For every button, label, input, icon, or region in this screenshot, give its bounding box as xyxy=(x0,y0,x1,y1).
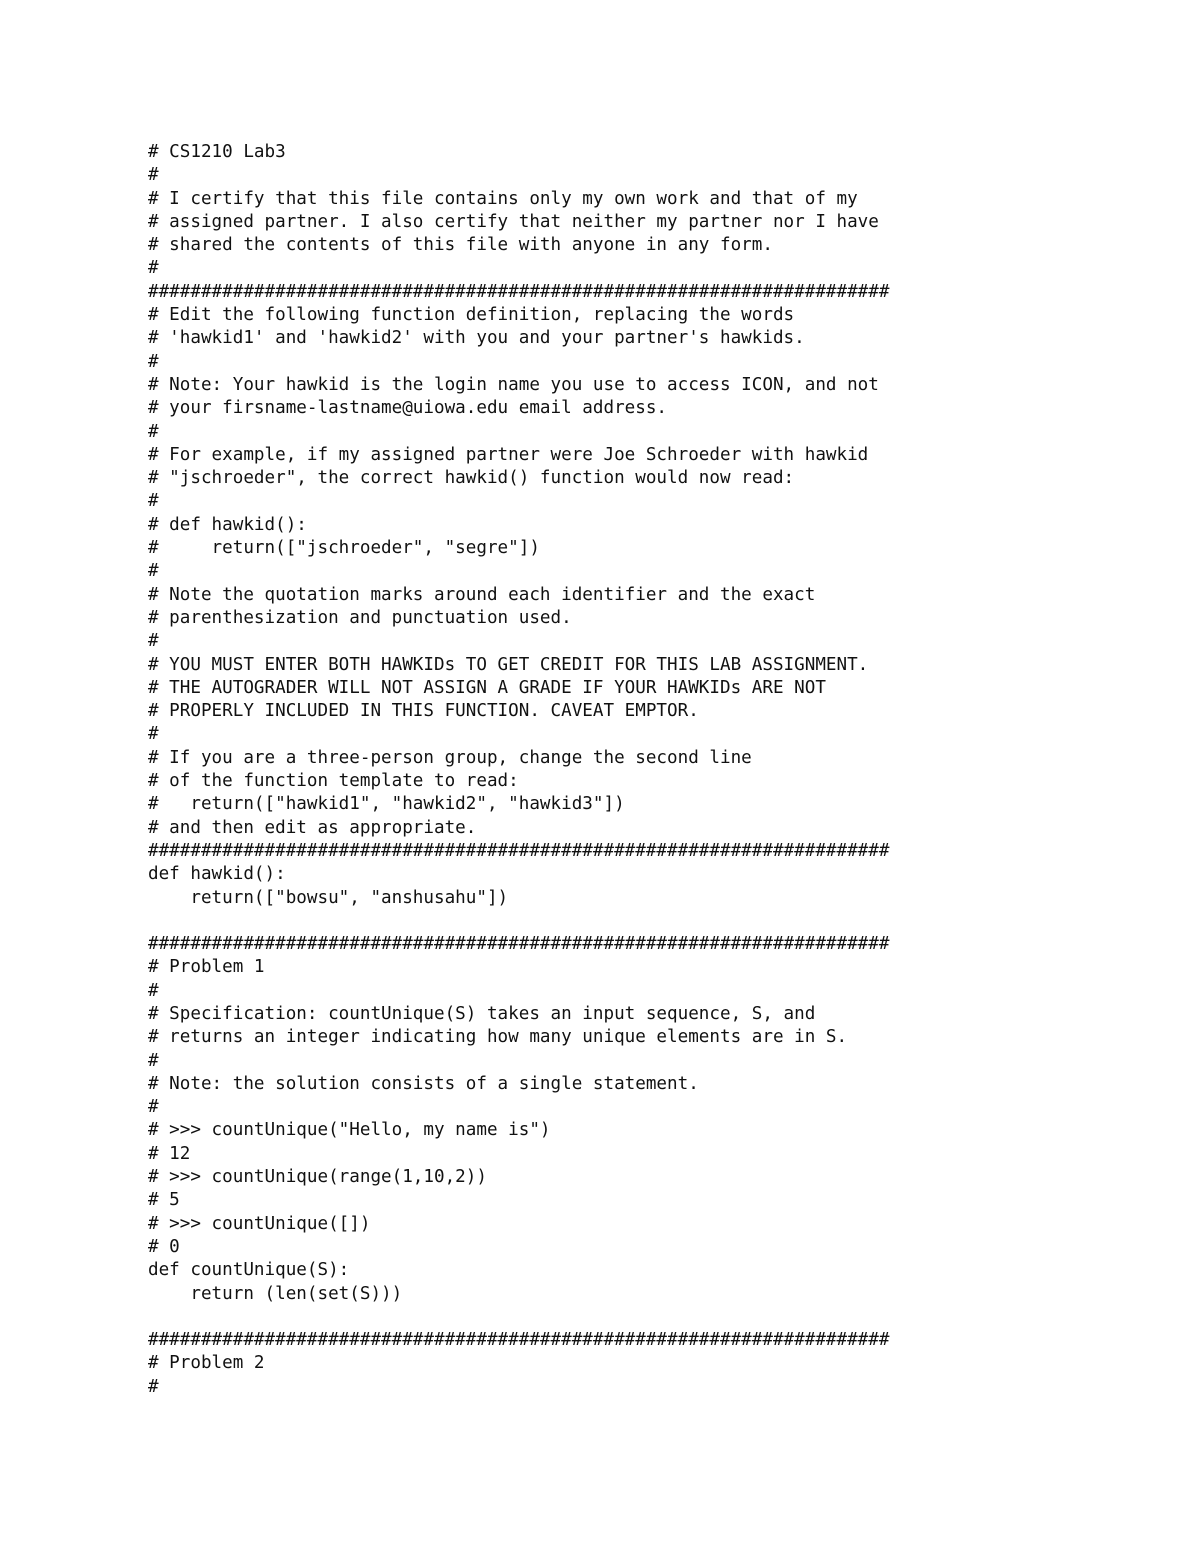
code-line: # xyxy=(148,351,159,372)
code-line: return(["bowsu", "anshusahu"]) xyxy=(148,887,509,908)
code-line xyxy=(148,1306,1148,1329)
code-line: # xyxy=(148,421,159,442)
code-line: # Edit the following function definition, replacing the words xyxy=(148,305,795,326)
code-line: # Problem 2 xyxy=(148,1353,265,1374)
code-line: def hawkid(): xyxy=(148,864,286,885)
code-line: # return(["hawkid1", "hawkid2", "hawkid3"]) xyxy=(148,794,625,815)
source-code-listing xyxy=(148,141,1148,1399)
code-line: # your firsname-lastname@uiowa.edu email address. xyxy=(148,398,668,419)
code-line: # I certify that this file contains only my own work and that of my xyxy=(148,188,858,209)
code-line: # 'hawkid1' and 'hawkid2' with you and your partner's hawkids. xyxy=(148,328,805,349)
code-line: ###################################################################### xyxy=(148,840,890,861)
code-line: # Note: the solution consists of a single statement. xyxy=(148,1073,699,1094)
code-line: # 0 xyxy=(148,1236,180,1257)
code-line: ###################################################################### xyxy=(148,1330,890,1351)
code-line: # If you are a three-person group, change the second line xyxy=(148,747,752,768)
code-line: # >>> countUnique(range(1,10,2)) xyxy=(148,1167,487,1188)
code-line: # return(["jschroeder", "segre"]) xyxy=(148,538,540,559)
code-line: # Note: Your hawkid is the login name you use to access ICON, and not xyxy=(148,374,879,395)
code-line: # xyxy=(148,491,159,512)
code-line: # THE AUTOGRADER WILL NOT ASSIGN A GRADE IF YOUR HAWKIDs ARE NOT xyxy=(148,677,826,698)
code-line: # For example, if my assigned partner were Joe Schroeder with hawkid xyxy=(148,444,869,465)
code-line: # xyxy=(148,724,159,745)
code-line: # assigned partner. I also certify that neither my partner nor I have xyxy=(148,211,879,232)
code-line: # CS1210 Lab3 xyxy=(148,142,286,162)
code-line: # xyxy=(148,561,159,582)
code-line: # 5 xyxy=(148,1190,180,1211)
code-line: # of the function template to read: xyxy=(148,771,519,792)
code-line: # >>> countUnique("Hello, my name is") xyxy=(148,1120,551,1141)
code-line: # xyxy=(148,258,159,279)
code-line: # xyxy=(148,631,159,652)
code-line: # "jschroeder", the correct hawkid() function would now read: xyxy=(148,468,795,489)
code-line: # PROPERLY INCLUDED IN THIS FUNCTION. CAVEAT EMPTOR. xyxy=(148,701,699,722)
code-line: # xyxy=(148,1050,159,1071)
code-line: ###################################################################### xyxy=(148,281,890,302)
code-line: return (len(set(S))) xyxy=(148,1283,403,1304)
code-line: # xyxy=(148,1376,159,1397)
code-line: # shared the contents of this file with anyone in any form. xyxy=(148,235,773,256)
code-line: # xyxy=(148,980,159,1001)
code-line: # Problem 1 xyxy=(148,957,265,978)
code-line: # >>> countUnique([]) xyxy=(148,1213,371,1234)
code-line: # 12 xyxy=(148,1143,191,1164)
code-line: # def hawkid(): xyxy=(148,514,307,535)
code-line: # returns an integer indicating how many unique elements are in S. xyxy=(148,1027,848,1048)
code-line: # Note the quotation marks around each identifier and the exact xyxy=(148,584,816,605)
code-line: # parenthesization and punctuation used. xyxy=(148,607,572,628)
code-line: # and then edit as appropriate. xyxy=(148,817,477,838)
code-line: # xyxy=(148,165,159,186)
code-line xyxy=(148,910,1148,933)
code-line: # YOU MUST ENTER BOTH HAWKIDs TO GET CREDIT FOR THIS LAB ASSIGNMENT. xyxy=(148,654,869,675)
code-line: def countUnique(S): xyxy=(148,1260,350,1281)
code-line: ###################################################################### xyxy=(148,934,890,955)
code-line: # xyxy=(148,1097,159,1118)
code-line: # Specification: countUnique(S) takes an input sequence, S, and xyxy=(148,1003,816,1024)
